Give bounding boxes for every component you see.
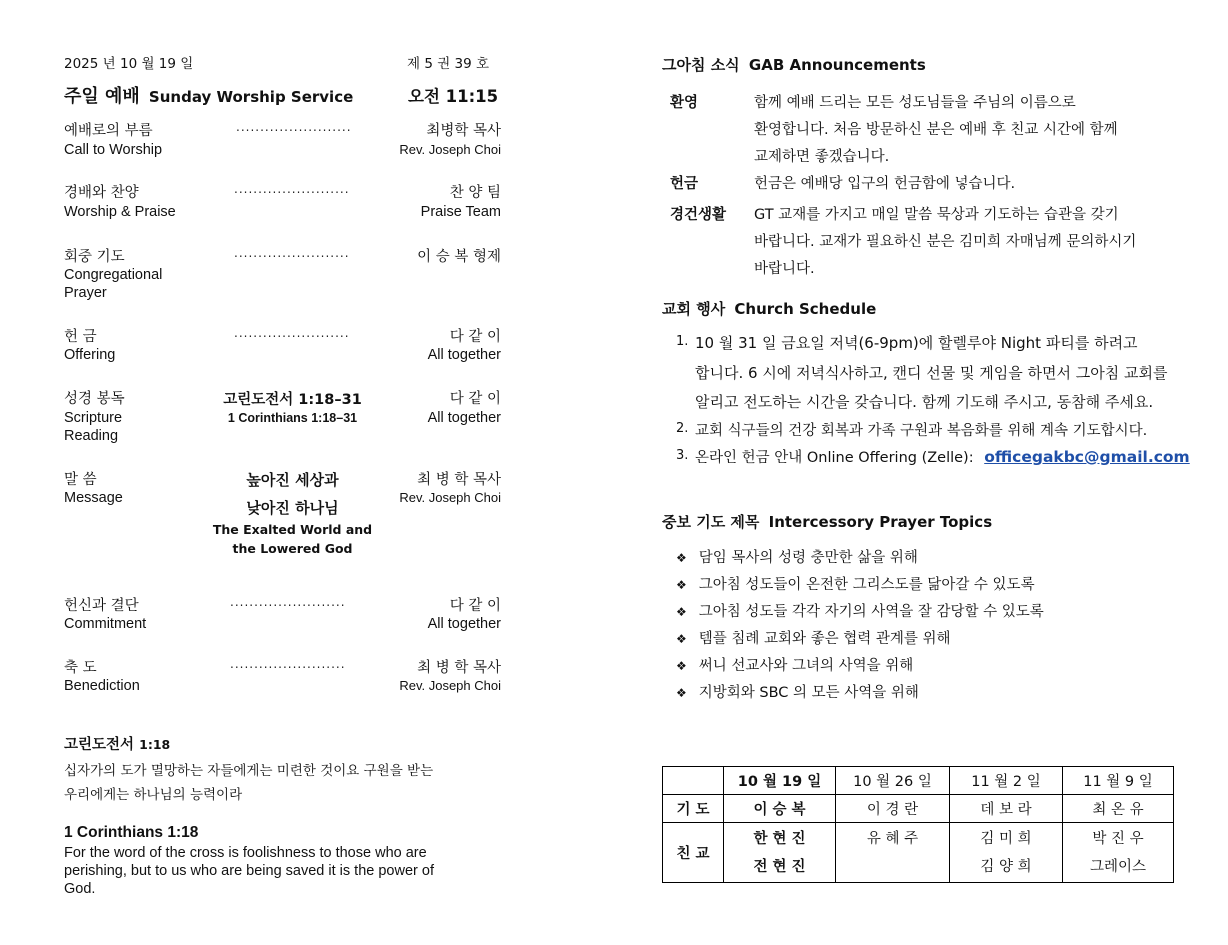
- table-date-header: 11 월 9 일: [1063, 767, 1174, 795]
- order-item-ko: 헌신과 결단: [64, 598, 139, 614]
- online-offering-text: 온라인 헌금 안내 Online Offering (Zelle):: [695, 450, 974, 466]
- leader-dots: ........................: [234, 246, 350, 260]
- announcement-line: 함께 예배 드리는 모든 성도님들을 주님의 이름으로: [754, 95, 1076, 111]
- leader-en: All together: [427, 347, 501, 363]
- prayer-heading-en: Intercessory Prayer Topics: [768, 513, 993, 531]
- table-cell: 박 진 우 그레이스: [1063, 823, 1174, 883]
- prayer-item: ❖ 지방회와 SBC 의 모든 사역을 위해: [676, 685, 919, 701]
- announcement-label: 경건생활: [670, 207, 727, 223]
- leader-en: Rev. Joseph Choi: [399, 142, 501, 157]
- table-row: [663, 823, 1174, 883]
- verse-ref-ko: [64, 733, 170, 754]
- leader-ko: 최 병 학 목사: [417, 660, 501, 676]
- bullet-diamond-icon: ❖: [676, 632, 687, 646]
- sermon-title-en-2: the Lowered God: [232, 541, 353, 556]
- order-item-en: Call to Worship: [64, 142, 163, 158]
- leader-dots: ........................: [234, 326, 350, 340]
- leader-ko: 이 승 복 형제: [417, 249, 501, 265]
- announcement-line: 헌금은 예배당 입구의 헌금함에 넣습니다.: [754, 176, 1016, 192]
- announcements-heading-en: GAB Announcements: [748, 56, 926, 74]
- prayer-item: ❖ 담임 목사의 성령 충만한 삶을 위해: [676, 550, 918, 566]
- schedule-line: 알리고 전도하는 시간을 갖습니다. 함께 기도해 주시고, 동참해 주세요.: [695, 393, 1154, 411]
- verse-ref-en: 1 Corinthians 1:18: [64, 824, 199, 841]
- order-item-en: Congregational: [64, 267, 163, 283]
- leader-ko: 다 같 이: [449, 391, 501, 407]
- leader-en: All together: [427, 410, 501, 426]
- announcement-label: 헌금: [670, 176, 699, 192]
- leader-en: Praise Team: [420, 204, 501, 220]
- prayer-item: ❖ 그아침 성도들 각각 자기의 사역을 잘 감당할 수 있도록: [676, 604, 1044, 620]
- table-cell: 유 혜 주: [836, 823, 950, 883]
- bullet-diamond-icon: ❖: [676, 578, 687, 592]
- sermon-title-ko: 높아진 세상과: [246, 471, 339, 489]
- table-corner-cell: [663, 767, 724, 795]
- order-item-ko: 말 씀: [64, 472, 97, 488]
- announcement-line: 바랍니다.: [754, 261, 815, 277]
- schedule-heading-en: Church Schedule: [734, 300, 877, 318]
- schedule-heading-ko: 교회 행사: [662, 300, 726, 318]
- sermon-title-en: The Exalted World and: [212, 522, 373, 537]
- schedule-num: 3.: [676, 448, 689, 463]
- bullet-diamond-icon: ❖: [676, 686, 687, 700]
- service-title-en: Sunday Worship Service: [148, 88, 354, 106]
- leader-dots: ........................: [234, 182, 350, 196]
- prayer-item: ❖ 템플 침례 교회와 좋은 협력 관계를 위해: [676, 631, 951, 647]
- bulletin-volume: 제 5 권 39 호: [407, 56, 490, 72]
- order-item-en-2: Prayer: [64, 285, 107, 301]
- order-item-ko: 축 도: [64, 660, 97, 676]
- leader-ko: 최병학 목사: [426, 123, 501, 139]
- announcements-heading: [662, 54, 926, 75]
- table-row: [663, 767, 1174, 795]
- duty-table: [662, 766, 1174, 883]
- prayer-heading-ko: 중보 기도 제목: [662, 513, 760, 531]
- table-cell: 데 보 라: [950, 795, 1063, 823]
- schedule-num: 2.: [676, 421, 689, 436]
- table-row: [663, 795, 1174, 823]
- announcement-line: GT 교재를 가지고 매일 말씀 묵상과 기도하는 습관을 갖기: [754, 207, 1119, 223]
- verse-text-ko: 십자가의 도가 멸망하는 자들에게는 미련한 것이요 구원을 받는: [64, 763, 434, 779]
- schedule-line: 교회 식구들의 건강 회복과 가족 구원과 복음화를 위해 계속 기도합시다.: [695, 423, 1148, 439]
- table-cell: 이 경 란: [836, 795, 950, 823]
- leader-en: All together: [427, 616, 501, 632]
- scripture-ref-en: 1 Corinthians 1:18–31: [227, 411, 358, 425]
- table-row-label: 친 교: [663, 823, 724, 883]
- announcement-line: 바랍니다. 교재가 필요하신 분은 김미희 자매님께 문의하시기: [754, 234, 1137, 250]
- leader-ko: 찬 양 팀: [449, 185, 501, 201]
- table-cell: 김 미 희 김 양 희: [950, 823, 1063, 883]
- service-title: [64, 82, 353, 108]
- prayer-item: ❖ 그아침 성도들이 온전한 그리스도를 닮아갈 수 있도록: [676, 577, 1035, 593]
- prayer-item: ❖ 써니 선교사와 그녀의 사역을 위해: [676, 658, 914, 674]
- table-row-label: 기 도: [663, 795, 724, 823]
- service-time: 오전 11:15: [408, 87, 499, 106]
- announcement-label: 환영: [670, 95, 699, 111]
- order-item-ko: 회중 기도: [64, 249, 125, 265]
- table-date-header: 11 월 2 일: [950, 767, 1063, 795]
- schedule-heading: [662, 298, 876, 319]
- prayer-heading: [662, 511, 992, 532]
- leader-dots: ........................: [230, 657, 346, 671]
- leader-ko: 다 같 이: [449, 329, 501, 345]
- sermon-title-ko-2: 낮아진 하나님: [246, 499, 339, 517]
- leader-dots: ........................: [230, 595, 346, 609]
- verse-text-en-2: perishing, but to us who are being saved it is the power of: [64, 863, 434, 879]
- verse-text-en-3: God.: [64, 881, 96, 897]
- bulletin-date: 2025 년 10 월 19 일: [64, 56, 194, 72]
- order-item-en: Worship & Praise: [64, 204, 176, 220]
- verse-text-ko-2: 우리에게는 하나님의 능력이라: [64, 787, 243, 803]
- scripture-ref-ko: 고린도전서 1:18–31: [223, 392, 362, 408]
- order-item-en: Offering: [64, 347, 116, 363]
- order-item-ko: 경배와 찬양: [64, 185, 139, 201]
- verse-ref-ko-book: 고린도전서: [64, 737, 135, 753]
- order-item-ko: 예배로의 부름: [64, 123, 153, 139]
- order-item-ko: 성경 봉독: [64, 391, 125, 407]
- table-date-header: 10 월 19 일: [724, 767, 836, 795]
- order-item-en: Scripture: [64, 410, 123, 426]
- order-item-en: Commitment: [64, 616, 147, 632]
- announcements-heading-ko: 그아침 소식: [662, 56, 740, 74]
- table-cell: 이 승 복: [724, 795, 836, 823]
- order-item-ko: 헌 금: [64, 329, 97, 345]
- leader-ko: 최 병 학 목사: [417, 472, 501, 488]
- schedule-num: 1.: [676, 334, 689, 349]
- announcement-line: 교제하면 좋겠습니다.: [754, 149, 890, 165]
- announcement-line: 환영합니다. 처음 방문하신 분은 예배 후 친교 시간에 함께: [754, 122, 1118, 138]
- leader-en: Rev. Joseph Choi: [399, 678, 501, 693]
- schedule-line: 10 월 31 일 금요일 저녁(6-9pm)에 할렐루야 Night 파티를 하려고: [695, 334, 1138, 352]
- leader-en: Rev. Joseph Choi: [399, 490, 501, 505]
- table-date-header: 10 월 26 일: [836, 767, 950, 795]
- bullet-diamond-icon: ❖: [676, 605, 687, 619]
- leader-dots: ........................: [236, 120, 352, 134]
- leader-ko: 다 같 이: [449, 598, 501, 614]
- verse-ref-ko-num: 1:18: [139, 737, 171, 752]
- service-title-ko: 주일 예배: [64, 86, 140, 107]
- order-item-en-2: Reading: [64, 428, 119, 444]
- bullet-diamond-icon: ❖: [676, 659, 687, 673]
- order-item-en: Benediction: [64, 678, 140, 694]
- table-cell: 한 현 진 전 현 진: [724, 823, 836, 883]
- bullet-diamond-icon: ❖: [676, 551, 687, 565]
- schedule-line: [695, 446, 1190, 467]
- offering-email-link[interactable]: officegakbc@gmail.com: [984, 448, 1190, 466]
- table-cell: 최 온 유: [1063, 795, 1174, 823]
- order-item-en: Message: [64, 490, 123, 506]
- schedule-line: 합니다. 6 시에 저녁식사하고, 캔디 선물 및 게임을 하면서 그아침 교회를: [695, 364, 1168, 382]
- verse-text-en: For the word of the cross is foolishness to those who are: [64, 845, 427, 861]
